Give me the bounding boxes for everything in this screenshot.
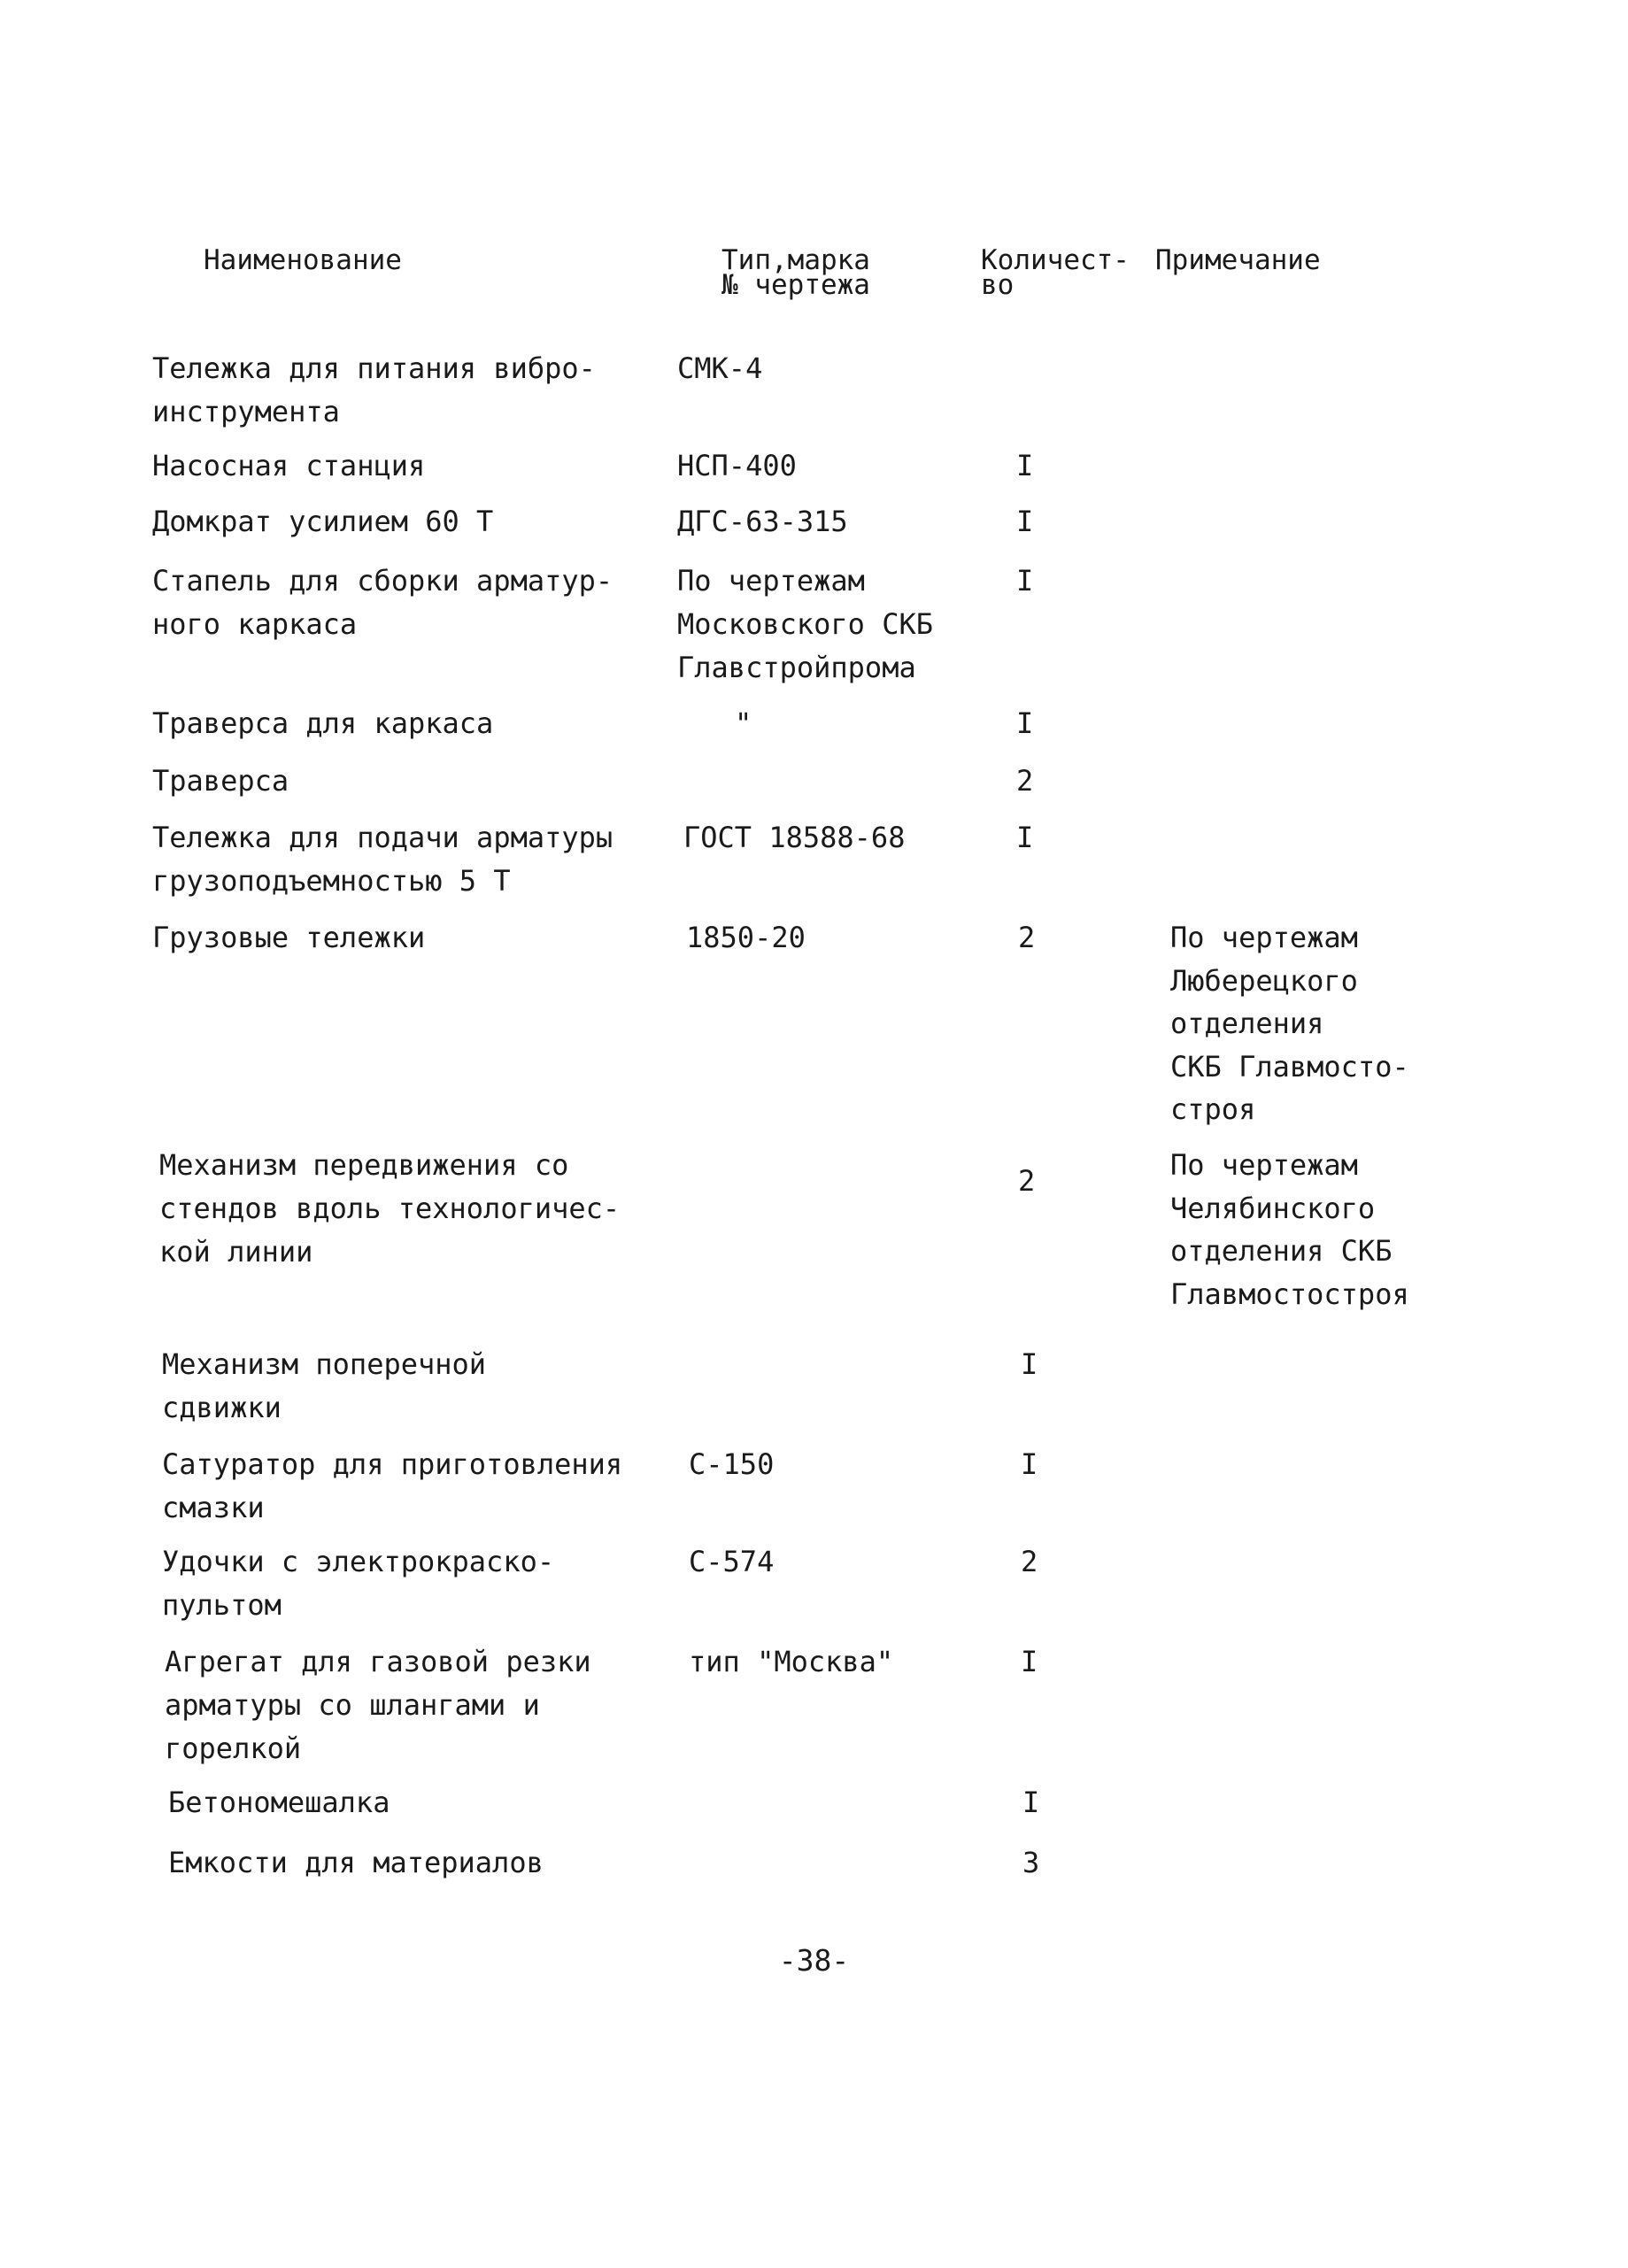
row-10-name: Сатуратор для приготовления смазки [162, 1447, 623, 1524]
row-13-name: Бетономешалка [168, 1786, 390, 1819]
row-7-name: Грузовые тележки [152, 921, 426, 954]
row-2-qty: I [1016, 505, 1034, 538]
page-number: -38- [778, 1943, 850, 1978]
row-12-type: тип "Москва" [689, 1645, 894, 1678]
row-4-name: Траверса для каркаса [152, 706, 494, 740]
row-0-name: Тележка для питания вибро- инструмента [152, 351, 596, 428]
row-8-name: Механизм передвижения со стендов вдоль технологичес- кой линии [159, 1148, 621, 1269]
row-3-name: Стапель для сборки арматур- ного каркаса [152, 564, 613, 641]
row-8-note: По чертежам Челябинского отделения СКБ Главмостостроя [1170, 1148, 1409, 1311]
row-7-qty: 2 [1018, 921, 1036, 954]
row-1-name: Насосная станция [152, 449, 426, 482]
row-10-qty: I [1021, 1447, 1038, 1481]
row-1-qty: I [1016, 449, 1034, 482]
row-3-type: По чертежам Московского СКБ Главстройпрома [677, 564, 933, 684]
row-2-type: ДГС-63-315 [677, 505, 848, 538]
row-8-qty: 2 [1018, 1164, 1036, 1198]
row-5-qty: 2 [1016, 764, 1034, 798]
row-14-name: Емкости для материалов [168, 1846, 544, 1879]
row-4-type: " [735, 706, 752, 740]
row-5-name: Траверса [152, 764, 289, 798]
row-1-type: НСП-400 [677, 449, 797, 482]
row-6-type: ГОСТ 18588-68 [683, 821, 906, 854]
row-11-type: С-574 [689, 1545, 775, 1578]
row-12-name: Агрегат для газовой резки арматуры со шлангами и горелкой [165, 1645, 591, 1765]
row-10-type: С-150 [689, 1447, 775, 1481]
row-0-type: СМК-4 [677, 351, 763, 385]
header-note: Примечание [1155, 244, 1321, 276]
row-14-qty: 3 [1022, 1846, 1040, 1879]
row-4-qty: I [1016, 706, 1034, 740]
header-name: Наименование [204, 244, 402, 276]
row-6-qty: I [1016, 821, 1034, 854]
row-7-note: По чертежам Люберецкого отделения СКБ Главмосто- строя [1170, 921, 1409, 1126]
row-7-type: 1850-20 [686, 921, 806, 954]
header-qty: Количест- во [981, 244, 1130, 301]
row-13-qty: I [1022, 1786, 1040, 1819]
row-2-name: Домкрат усилием 60 Т [152, 505, 494, 538]
row-3-qty: I [1016, 564, 1034, 598]
row-9-name: Механизм поперечной сдвижки [162, 1347, 487, 1424]
row-9-qty: I [1021, 1347, 1038, 1381]
row-12-qty: I [1021, 1645, 1038, 1678]
row-6-name: Тележка для подачи арматуры грузоподъемностью 5 Т [152, 821, 613, 898]
row-11-name: Удочки с электрокраско- пультом [162, 1545, 555, 1622]
header-type: Тип,марка № чертежа [721, 244, 870, 301]
row-11-qty: 2 [1021, 1545, 1038, 1578]
